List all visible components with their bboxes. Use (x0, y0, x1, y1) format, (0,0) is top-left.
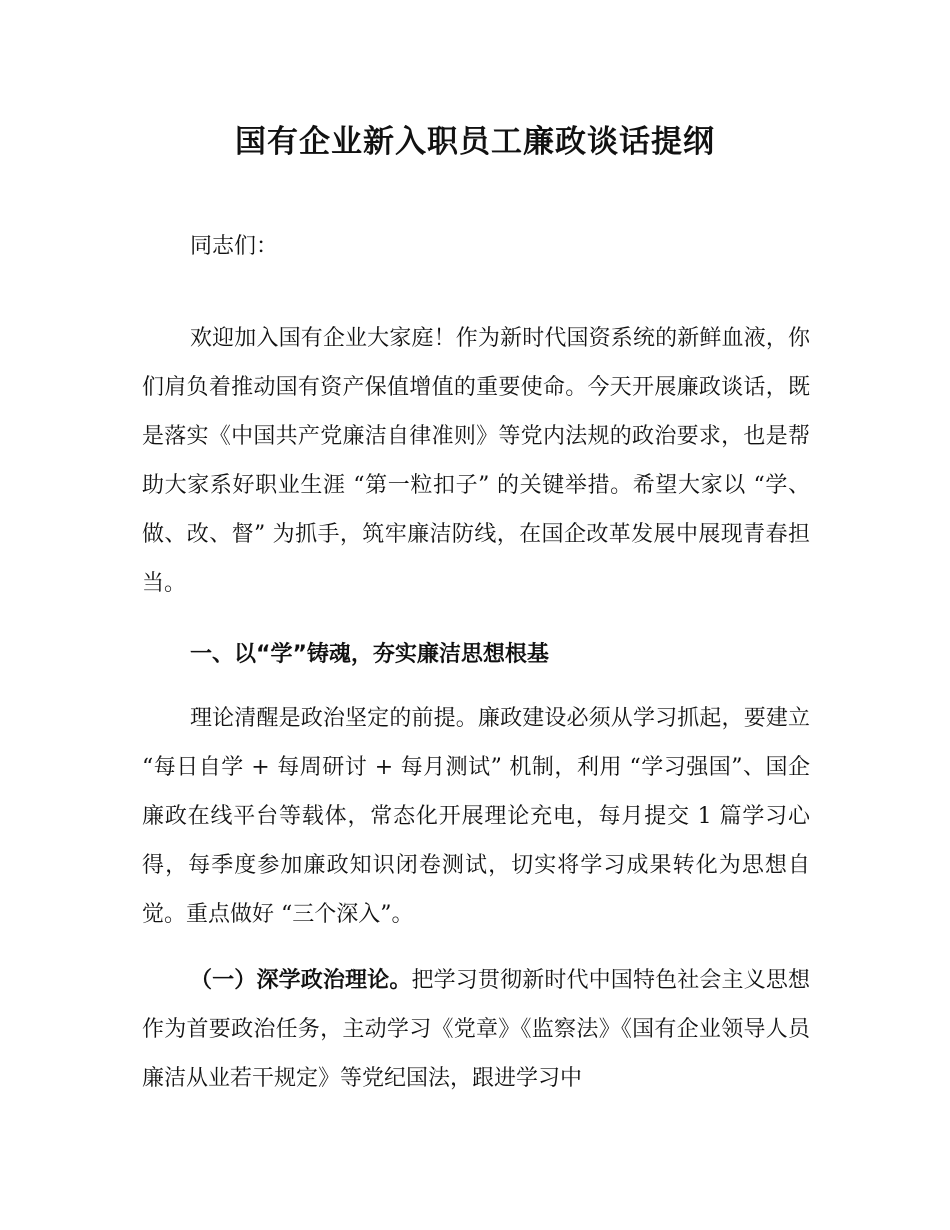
section-1-paragraph: 理论清醒是政治坚定的前提。廉政建设必须从学习抓起，要建立 “每日自学 + 每周研讨 + 每月测试” 机制，利用 “学习强国”、国企廉政在线平台等载体，常态化开展理论充电，每月提交 1 篇学习心得，每季度参加廉政知识闭卷测试，切实将学习成果转化为思想自觉。重点做好 “三个深入”。 (142, 706, 810, 927)
subsection-1-paragraph (142, 956, 810, 1103)
document-title: 国有企业新入职员工廉政谈话提纲 (235, 124, 715, 160)
greeting: 同志们： (190, 234, 279, 259)
subsection-1-lead: （一）深学政治理论。 (190, 968, 412, 993)
section-heading-1: 一、以“学”铸魂，夯实廉洁思想根基 (190, 642, 549, 667)
intro-paragraph: 欢迎加入国有企业大家庭！作为新时代国资系统的新鲜血液，你们肩负着推动国有资产保值增值的重要使命。今天开展廉政谈话，既是落实《中国共产党廉洁自律准则》等党内法规的政治要求，也是帮助大家系好职业生涯 “第一粒扣子” 的关键举措。希望大家以 “学、做、改、督” 为抓手，筑牢廉洁防线，在国企改革发展中展现青春担当。 (142, 326, 810, 596)
subsection-1-text: 把学习贯彻新时代中国特色社会主义思想作为首要政治任务，主动学习《党章》《监察法》《国有企业领导人员廉洁从业若干规定》等党纪国法，跟进学习中 (142, 968, 810, 1091)
